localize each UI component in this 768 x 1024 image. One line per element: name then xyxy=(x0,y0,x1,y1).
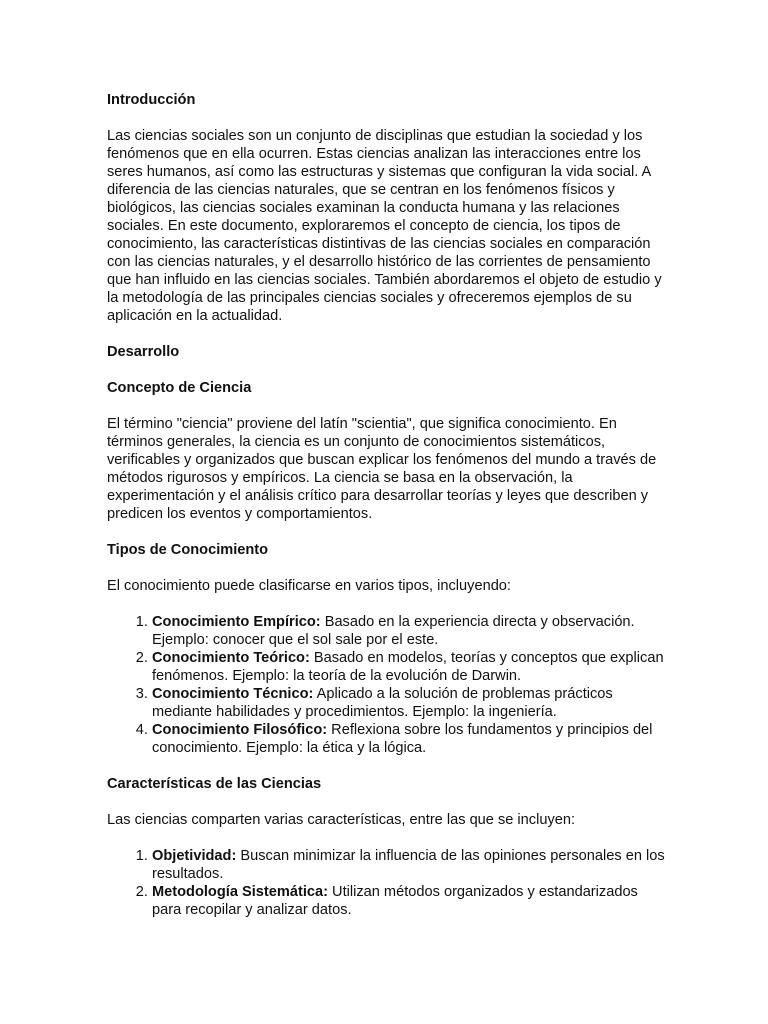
list-item xyxy=(152,649,667,685)
list-item xyxy=(152,847,667,883)
list-item-term: Conocimiento Filosófico: xyxy=(152,722,328,738)
list-item xyxy=(152,613,667,649)
heading-introduccion: Introducción xyxy=(107,92,196,108)
list-item-term: Conocimiento Técnico: xyxy=(152,686,314,702)
paragraph-concepto-de-ciencia: El término "ciencia" proviene del latín "scientia", que significa conocimiento. En términos generales, la ciencia es un conjunto de conocimientos sistemáticos, verificables y organizados que buscan explicar los fenómenos del mundo a través de métodos rigurosos y empíricos. La ciencia se basa en la observación, la experimentación y el análisis crítico para desarrollar teorías y leyes que describen y predicen los eventos y comportamientos. xyxy=(107,416,657,522)
list-item-text: Reflexiona sobre los fundamentos y principios del conocimiento. Ejemplo: la ética y la lógica. xyxy=(152,722,653,756)
heading-desarrollo: Desarrollo xyxy=(107,344,180,360)
paragraph-caracteristicas-intro: Las ciencias comparten varias características, entre las que se incluyen: xyxy=(107,812,576,828)
heading-concepto-de-ciencia: Concepto de Ciencia xyxy=(107,380,252,396)
list-item-text: Aplicado a la solución de problemas prácticos mediante habilidades y procedimientos. Ejemplo: la ingeniería. xyxy=(152,686,613,720)
list-item-text: Utilizan métodos organizados y estandarizados para recopilar y analizar datos. xyxy=(152,884,638,918)
list-item-text: Buscan minimizar la influencia de las opiniones personales en los resultados. xyxy=(152,848,665,882)
list-item-text: Basado en la experiencia directa y observación. Ejemplo: conocer que el sol sale por el este. xyxy=(152,614,635,648)
list-item-term: Objetividad: xyxy=(152,848,237,864)
list-item-text: Basado en modelos, teorías y conceptos que explican fenómenos. Ejemplo: la teoría de la evolución de Darwin. xyxy=(152,650,664,684)
list-tipos-de-conocimiento xyxy=(107,613,667,757)
list-item-term: Metodología Sistemática: xyxy=(152,884,328,900)
document-page xyxy=(107,91,667,937)
list-item-term: Conocimiento Teórico: xyxy=(152,650,310,666)
list-item xyxy=(152,883,667,919)
heading-caracteristicas: Características de las Ciencias xyxy=(107,776,322,792)
paragraph-introduccion: Las ciencias sociales son un conjunto de disciplinas que estudian la sociedad y los fenómenos que en ella ocurren. Estas ciencias analizan las interacciones entre los seres humanos, así como las estructuras y sistemas que configuran la vida social. A diferencia de las ciencias naturales, que se centran en los fenómenos físicos y biológicos, las ciencias sociales examinan la conducta humana y las relaciones sociales. En este documento, exploraremos el concepto de ciencia, los tipos de conocimiento, las características distintivas de las ciencias sociales en comparación con las ciencias naturales, y el desarrollo histórico de las corrientes de pensamiento que han influido en las ciencias sociales. También abordaremos el objeto de estudio y la metodología de las principales ciencias sociales y ofreceremos ejemplos de su aplicación en la actualidad. xyxy=(107,128,662,324)
list-item-term: Conocimiento Empírico: xyxy=(152,614,321,630)
list-caracteristicas xyxy=(107,847,667,919)
list-item xyxy=(152,721,667,757)
paragraph-tipos-intro: El conocimiento puede clasificarse en varios tipos, incluyendo: xyxy=(107,578,511,594)
list-item xyxy=(152,685,667,721)
heading-tipos-de-conocimiento: Tipos de Conocimiento xyxy=(107,542,269,558)
